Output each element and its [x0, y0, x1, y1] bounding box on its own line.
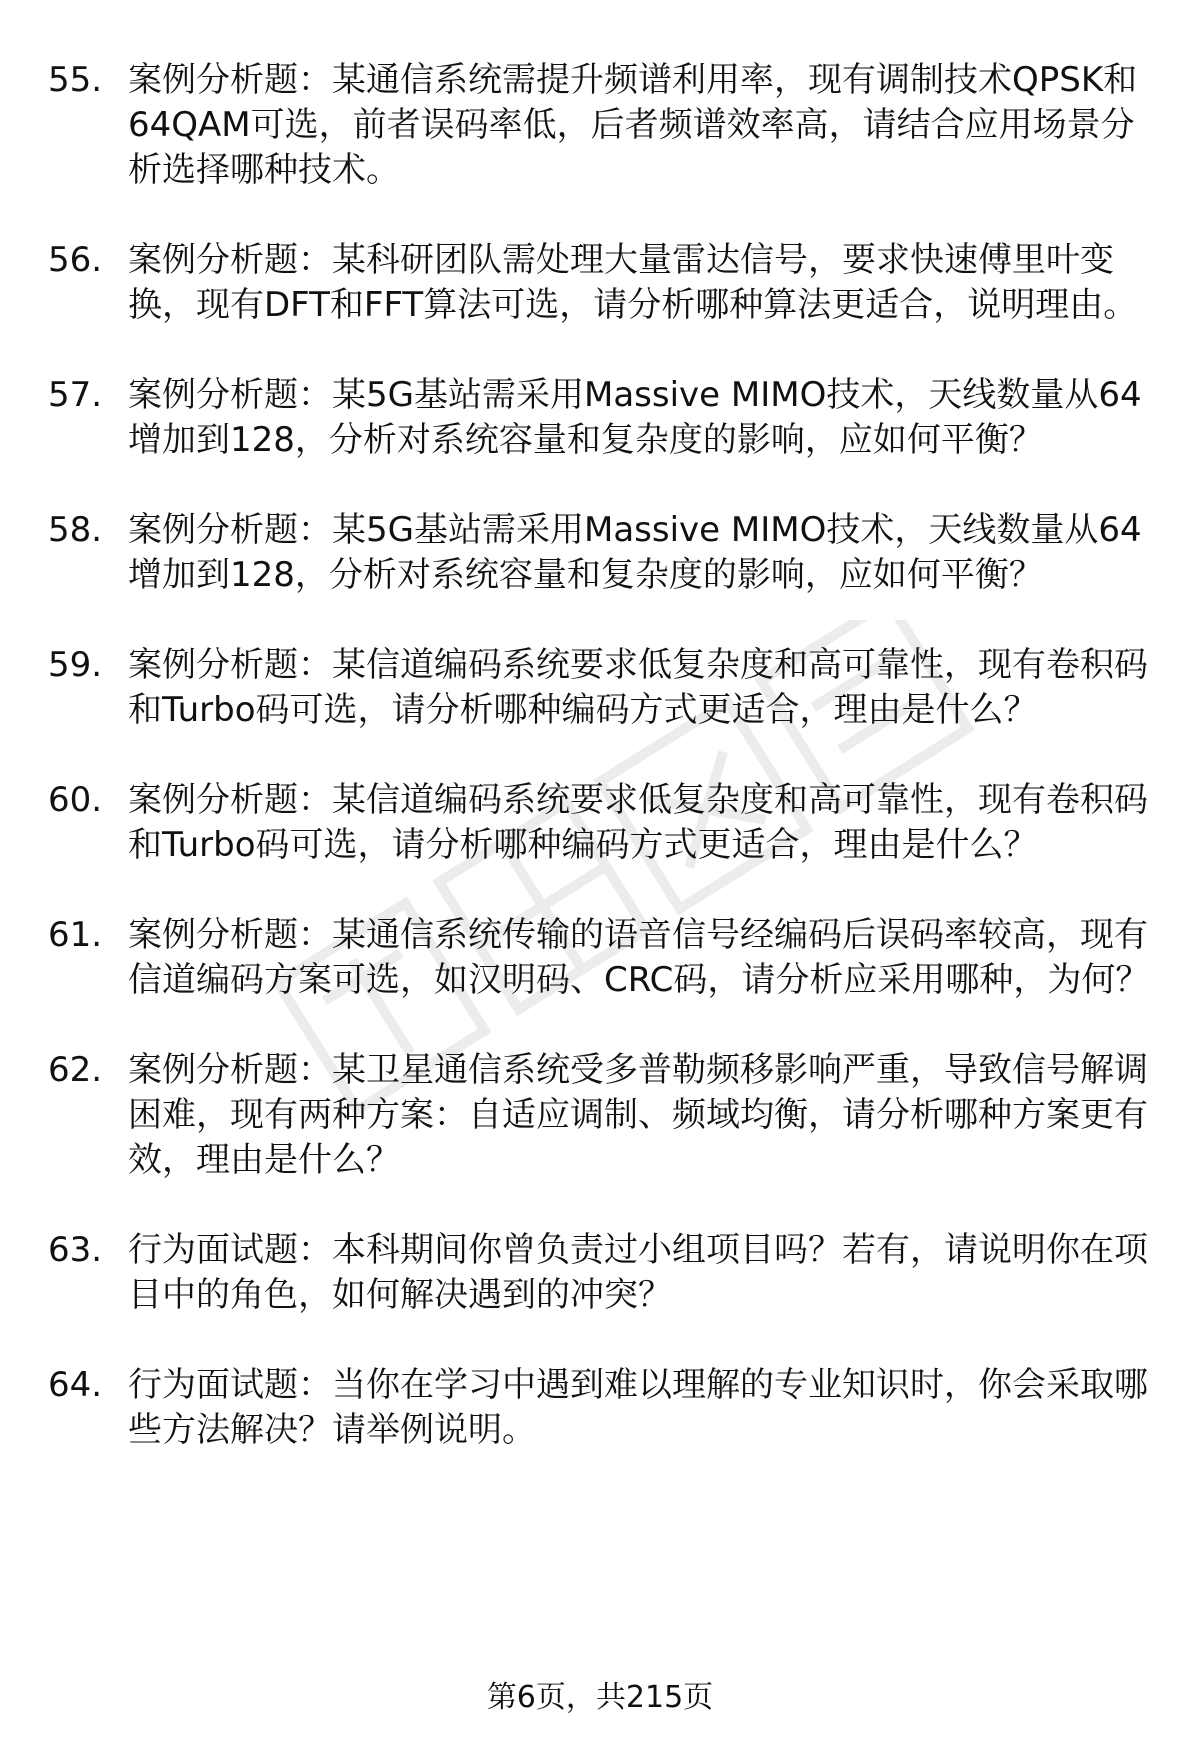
page-number: 第6页，共215页 — [486, 1680, 714, 1715]
question-item — [48, 913, 1158, 1003]
question-text: 案例分析题：某通信系统需提升频谱利用率，现有调制技术QPSK和64QAM可选，前者误码率低，后者频谱效率高，请结合应用场景分析选择哪种技术。 — [128, 60, 1138, 190]
question-text: 案例分析题：某信道编码系统要求低复杂度和高可靠性，现有卷积码和Turbo码可选，请分析哪种编码方式更适合，理由是什么？ — [128, 645, 1148, 730]
question-number: 59. — [48, 645, 103, 685]
question-list — [48, 58, 1158, 1498]
question-item — [48, 238, 1158, 328]
question-item — [48, 1048, 1158, 1183]
question-number: 62. — [48, 1050, 103, 1090]
question-text: 案例分析题：某通信系统传输的语音信号经编码后误码率较高，现有信道编码方案可选，如汉明码、CRC码，请分析应采用哪种，为何？ — [128, 915, 1150, 1000]
question-text: 行为面试题：当你在学习中遇到难以理解的专业知识时，你会采取哪些方法解决？请举例说明。 — [128, 1365, 1148, 1450]
question-item — [48, 1228, 1158, 1318]
question-number: 57. — [48, 375, 103, 415]
question-text: 案例分析题：某5G基站需采用Massive MIMO技术，天线数量从64增加到128，分析对系统容量和复杂度的影响，应如何平衡？ — [128, 375, 1142, 460]
question-item — [48, 778, 1158, 868]
question-item — [48, 58, 1158, 193]
question-number: 56. — [48, 240, 103, 280]
question-item — [48, 508, 1158, 598]
page-footer — [0, 1678, 1200, 1718]
question-text: 案例分析题：某卫星通信系统受多普勒频移影响严重，导致信号解调困难，现有两种方案：自适应调制、频域均衡，请分析哪种方案更有效，理由是什么？ — [128, 1050, 1148, 1180]
question-number: 55. — [48, 60, 103, 100]
question-item — [48, 373, 1158, 463]
question-item — [48, 1363, 1158, 1453]
question-item — [48, 643, 1158, 733]
question-number: 61. — [48, 915, 103, 955]
question-text: 案例分析题：某科研团队需处理大量雷达信号，要求快速傅里叶变换，现有DFT和FFT算法可选，请分析哪种算法更适合，说明理由。 — [128, 240, 1138, 325]
question-number: 63. — [48, 1230, 103, 1270]
question-text: 行为面试题：本科期间你曾负责过小组项目吗？若有，请说明你在项目中的角色，如何解决遇到的冲突？ — [128, 1230, 1148, 1315]
question-number: 58. — [48, 510, 103, 550]
question-number: 64. — [48, 1365, 103, 1405]
question-text: 案例分析题：某5G基站需采用Massive MIMO技术，天线数量从64增加到128，分析对系统容量和复杂度的影响，应如何平衡？ — [128, 510, 1142, 595]
question-text: 案例分析题：某信道编码系统要求低复杂度和高可靠性，现有卷积码和Turbo码可选，请分析哪种编码方式更适合，理由是什么？ — [128, 780, 1148, 865]
question-number: 60. — [48, 780, 103, 820]
